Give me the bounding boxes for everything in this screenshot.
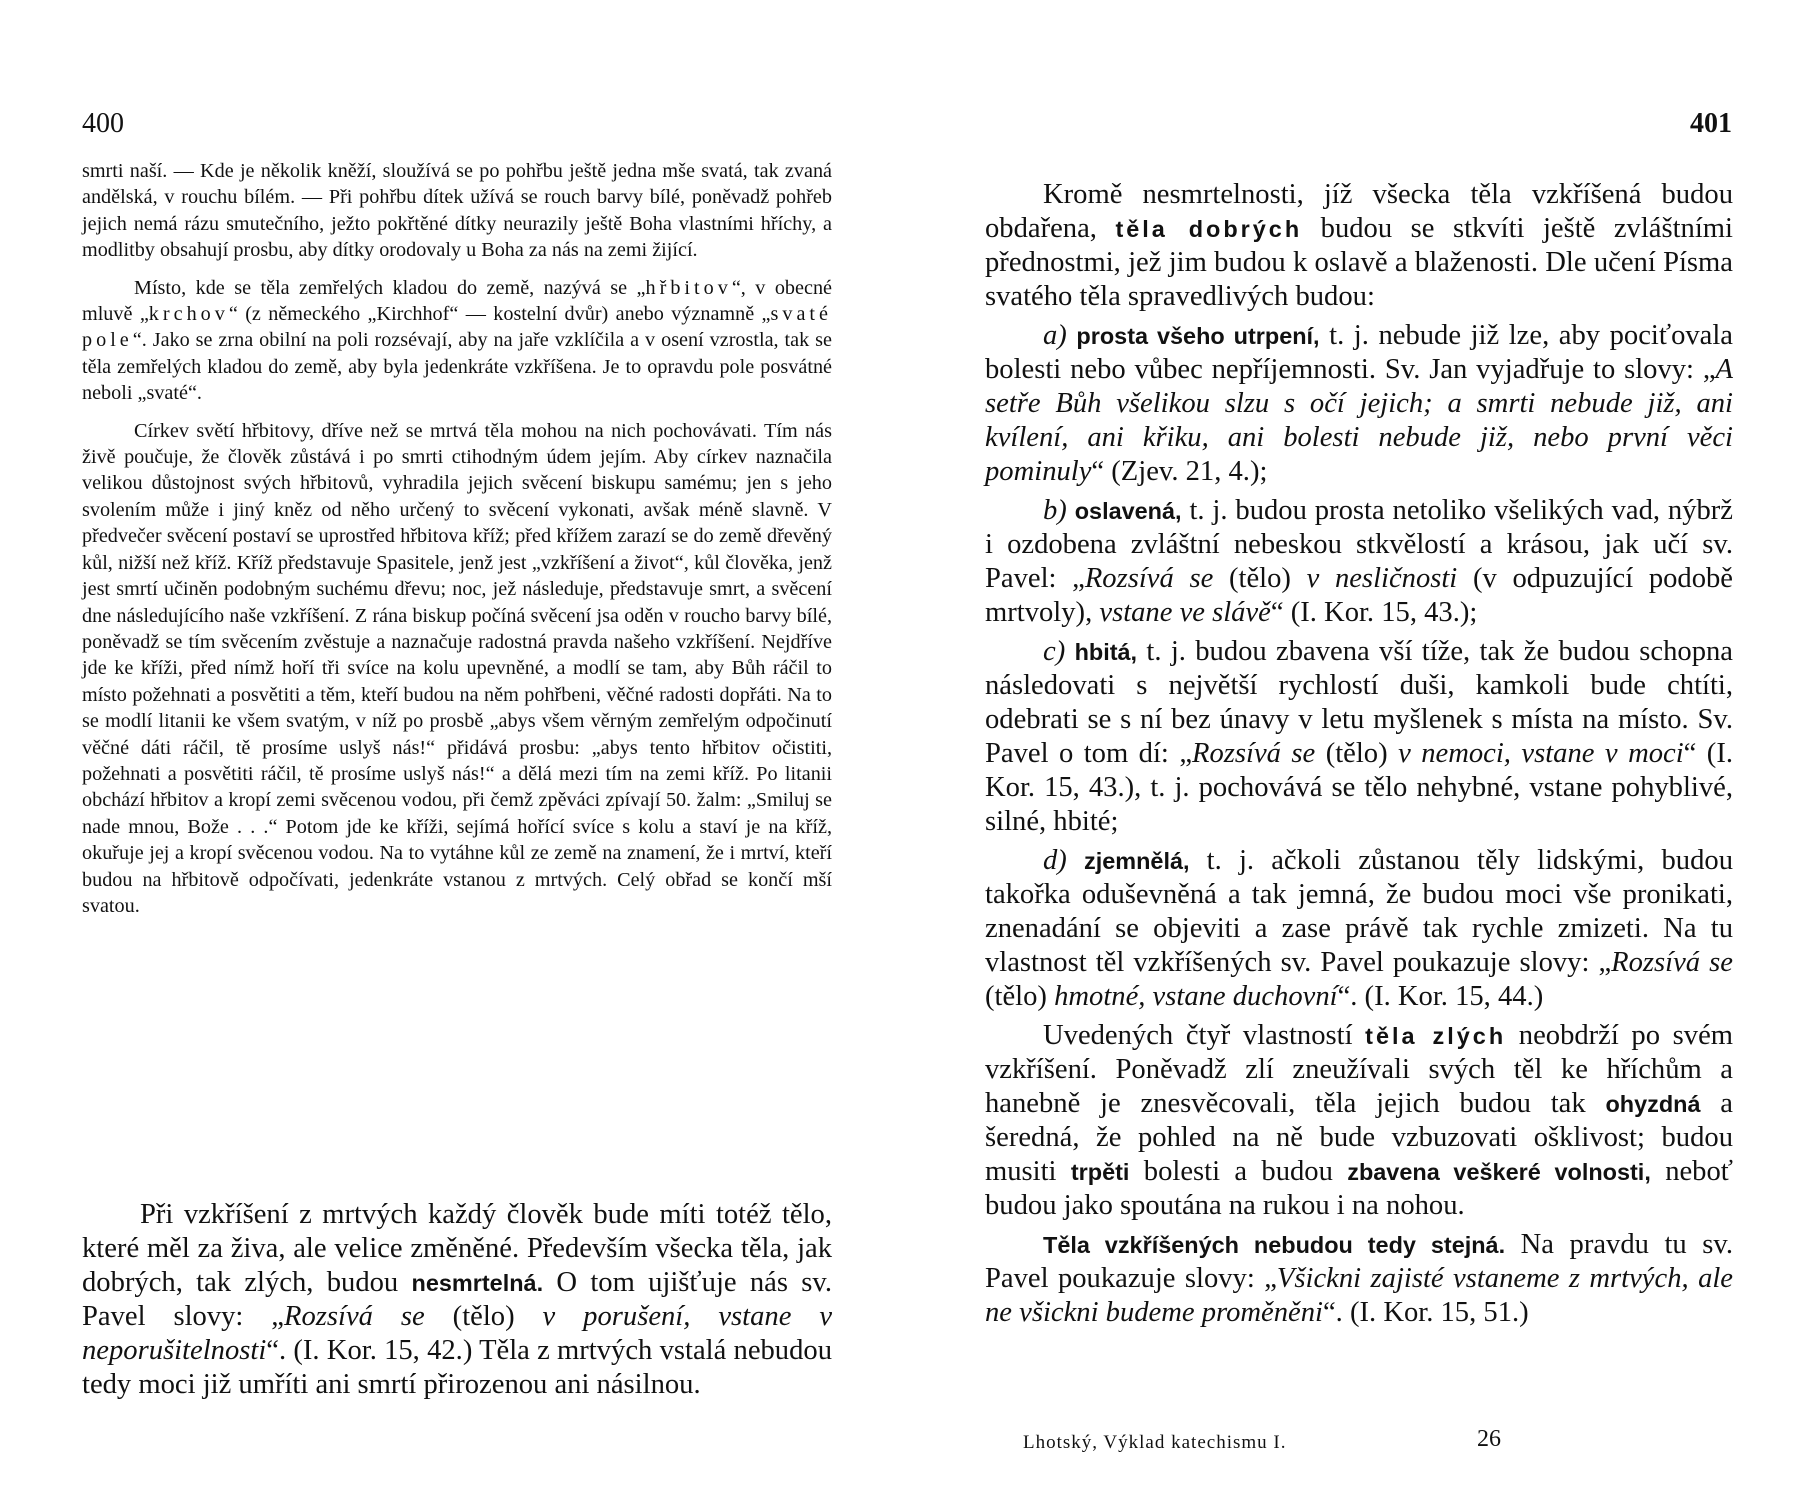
item-a: a) prosta všeho utrpení, t. j. nebude již lze, aby pociťovala bolesti nebo vůbec nepříjemnosti. Sv. Jan vyjadřuje to slovy: „A setře Bůh všelikou slzu s očí jejich; a smrti nebude již, ani kvílení, ani křiku, ani bolesti nebude již, nebo první věci pominuly“ (Zjev. 21, 4.); — [985, 320, 1733, 487]
item-c: c) hbitá, t. j. budou zbavena vší tíže, tak že budou schopna následovati s největší rychlostí duši, kamkoli bude chtíti, odebrati se s ní bez únavy v letu myšlenek s místa na místo. Sv. Pavel o tom dí: „Rozsívá se (tělo) v nemoci, vstane v moci“ (I. Kor. 15, 43.), t. j. pochovává se tělo nehybné, vstane pohyblivé, silné, hbité; — [985, 636, 1733, 837]
paragraph-cemetery-consecration: Církev světí hřbitovy, dříve než se mrtvá těla mohou na nich pochovávati. Tím nás živě poučuje, že člověk zůstává i po smrti ctihodným údem jejím. Aby církev naznačila velikou důstojnost svých hřbitovů, vyhradila jejich svěcení biskupu samému; jen s jeho svolením může i jiný kněz od něho určený to svěcení vykonati, avšak méně slavně. V předvečer svěcení postaví se uprostřed hřbitova kříž; před křížem zarazí se do země dřevěný kůl, nižší než kříž. Kříž představuje Spasitele, jenž jest „vzkříšení a život“, kůl člověka, jenž jest smrtí učiněn podobným suchému dřevu; noc, jež následuje, představuje smrt, a svěcení dne následujícího naše vzkříšení. Z rána biskup počíná svěcení jsa oděn v roucho barvy bílé, poněvadž se tím svěcením zvěstuje a naznačuje radostná pravda našeho vzkříšení. Nejdříve jde ke kříži, před nímž hoří tři svíce na kolu upevněné, a modlí se tam, aby Bůh ráčil to místo požehnati a posvětiti a těm, kteří budou na něm pohřbeni, věčné radosti dopřáti. Na to se modlí litanii ke všem svatým, v níž po prosbě „abys všem věrným zemřelým odpočinutí věčné dáti ráčil, tě prosíme uslyš nás!“ přidává prosbu: „abys tento hřbitov očistiti, požehnati a posvětiti ráčil, tě prosíme uslyš nás!“ a dělá mezi tím na zemi kříž. Po litanii obchází hřbitov a kropí zemi svěcenou vodou, při čemž zpěváci zpívají 50. žalm: „Smiluj se nade mnou, Bože . . .“ Potom jde ke kříži, sejímá hořící svíce s kolu a staví je na kříž, okuřuje jej a kropí svěcenou vodou. Na to vytáhne kůl ze země na znamení, že i mrtví, kteří budou na hřbitově odpočívati, jedenkráte vstanou z mrtvých. Celý obřad se končí mší svatou. — [82, 419, 832, 917]
footer-signature-number: 26 — [1477, 1426, 1501, 1452]
item-b: b) oslavená, t. j. budou prosta netoliko všelikých vad, nýbrž i ozdobena zvláštní nebeskou stkvělostí a krásou, jak učí sv. Pavel: „Rozsívá se (tělo) v nesličnosti (v odpuzující podobě mrtvoly), vstane ve slávě“ (I. Kor. 15, 43.); — [985, 495, 1733, 628]
paragraph-funeral-mass: smrti naší. — Kde je několik kněží, sloužívá se po pohřbu ještě jedna mše svatá, tak zvaná andělská, v rouchu bílém. — Při pohřbu dítek užívá se rouch barvy bílé, poněvadž pohřeb jejich nemá rázu smutečního, ježto pokřtěné dítky neurazily ještě Boha vlastními hříchy, a modlitby obsahují prosbu, aby dítky orodovaly u Boha za nás na zemi žijící. — [82, 160, 832, 262]
paragraph-not-equal: Těla vzkříšených nebudou tedy stejná. Na pravdu tu sv. Pavel poukazuje slovy: „Všickni zajisté vstaneme z mrtvých, ale ne všickni budeme proměněni“. (I. Kor. 15, 51.) — [985, 1229, 1733, 1328]
footer-author-title: Lhotský, Výklad katechismu I. — [1023, 1432, 1287, 1453]
page-number-right: 401 — [1690, 108, 1732, 139]
item-d: d) zjemnělá, t. j. ačkoli zůstanou těly lidskými, budou takořka oduševněná a tak jemná, že budou moci vše pronikati, znenadání se objeviti a zase právě tak rychle zmizeti. Na tu vlastnost těl vzkříšených sv. Pavel poukazuje slovy: „Rozsívá se (tělo) hmotné, vstane duchovní“. (I. Kor. 15, 44.) — [985, 845, 1733, 1012]
paragraph-resurrection-body: Při vzkříšení z mrtvých každý člověk bude míti totéž tělo, které měl za živa, ale velice změněné. Především všecka těla, jak dobrých, tak zlých, budou nesmrtelná. O tom ujišťuje nás sv. Pavel slovy: „Rozsívá se (tělo) v porušení, vstane v neporušitelnosti“. (I. Kor. 15, 42.) Těla z mrtvých vstalá nebudou tedy moci již umříti ani smrtí přirozenou ani násilnou. — [82, 1199, 833, 1400]
large-print-block-right — [985, 178, 1733, 1335]
paragraph-evil-bodies: Uvedených čtyř vlastností těla zlých neobdrží po svém vzkříšení. Poněvadž zlí zneužívali svých těl ke hříchům a hanebně je znesvěcovali, těla jejich budou tak ohyzdná a šeredná, že pohled na ně bude vzbuzovati ošklivost; budou musiti trpěti bolesti a budou zbavena veškeré volnosti, neboť budou jako spoutána na rukou i na nohou. — [985, 1020, 1734, 1221]
small-print-block — [82, 158, 832, 930]
page-number-left: 400 — [82, 108, 124, 139]
right-page — [905, 0, 1810, 1501]
paragraph-cemetery-name: Místo, kde se těla zemřelých kladou do země, nazývá se „hřbitov“, v obecné mluvě „krchov“ (z německého „Kirchhof“ — kostelní dvůr) anebo významně „svaté pole“. Jako se zrna obilní na poli rozsévají, aby na jaře vzklíčila a v osení vzrostla, tak se těla zemřelých kladou do země, aby byla jedenkráte vzkříšena. Je to opravdu pole posvátné neboli „svaté“. — [82, 276, 833, 405]
paragraph-good-bodies: Kromě nesmrtelnosti, jíž všecka těla vzkříšená budou obdařena, těla dobrých budou se stkvíti ještě zvláštními přednostmi, jež jim budou k oslavě a blaženosti. Dle učení Písma svatého těla spravedlivých budou: — [985, 179, 1733, 312]
large-print-block-left — [82, 1198, 832, 1407]
